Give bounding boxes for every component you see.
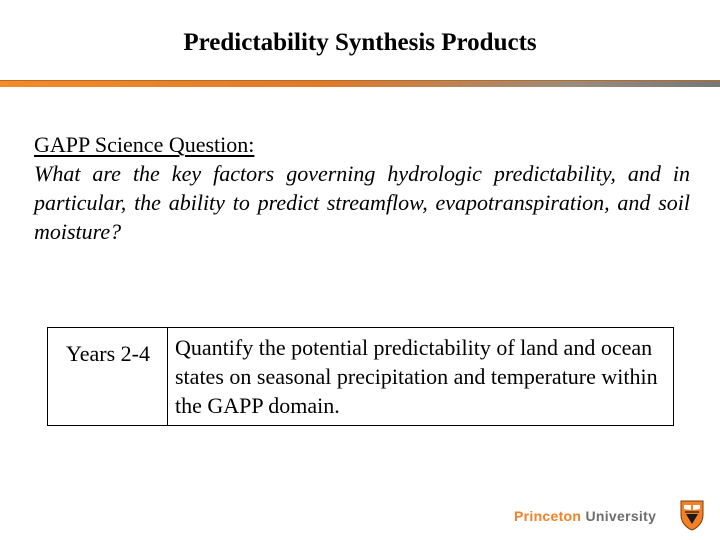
slide-title: Predictability Synthesis Products: [183, 29, 537, 56]
period-cell: Years 2-4: [48, 328, 168, 426]
science-question: [34, 130, 690, 246]
title-divider: [0, 80, 720, 87]
university-wordmark: [514, 508, 656, 524]
plan-table: [47, 327, 674, 426]
description-cell: Quantify the potential predictability of land and ocean states on seasonal precipitation and temperature within the GAPP domain.: [168, 328, 674, 426]
princeton-shield-icon: [680, 500, 704, 531]
wordmark-princeton: Princeton: [514, 508, 582, 524]
table-row: [48, 328, 674, 426]
question-heading: GAPP Science Question:: [34, 132, 255, 157]
question-text: What are the key factors governing hydrologic predictability, and in particular, the ability to predict streamflow, evapotranspiration, and soil moisture?: [34, 161, 690, 244]
wordmark-university: University: [585, 508, 657, 524]
